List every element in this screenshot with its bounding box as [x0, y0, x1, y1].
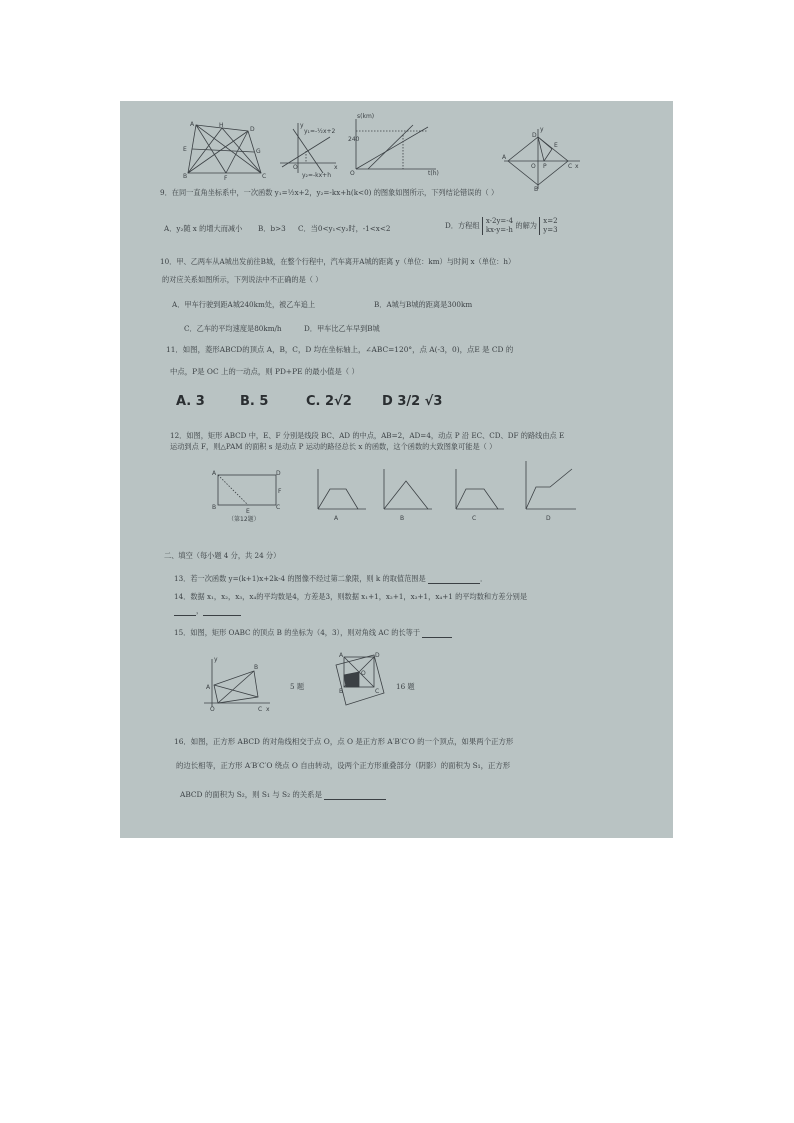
- svg-text:x: x: [266, 706, 270, 713]
- svg-text:A: A: [339, 652, 344, 659]
- q12-line2: 运动到点 F，则△PAM 的面积 s 是动点 P 运动的路径总长 x 的函数，这个函数的大致图象可能是（ ）: [170, 442, 497, 451]
- q16-answer-blank: [324, 799, 386, 800]
- svg-text:A: A: [212, 470, 217, 477]
- q16-line2: 的边长相等，正方形 A′B′C′O 绕点 O 自由转动，设两个正方形重叠部分（阴影）的面积为 S₁，正方形: [176, 761, 511, 770]
- q10-option-c: C．乙车的平均速度是80km/h: [184, 324, 282, 333]
- q11-option-b: B. 5: [240, 394, 269, 409]
- q9-option-b: B．b>3: [258, 224, 286, 233]
- q9-solution: x=2 y=3: [539, 217, 557, 235]
- svg-text:A: A: [206, 684, 211, 691]
- label-y: y: [300, 122, 304, 129]
- q10-option-b: B．A城与B城的距离是300km: [374, 300, 473, 309]
- exam-sheet: [120, 101, 673, 838]
- label-y1: y₁=-½x+2: [304, 128, 336, 135]
- label-g: G: [256, 148, 261, 155]
- svg-text:O: O: [210, 706, 215, 713]
- svg-text:B: B: [212, 504, 217, 511]
- q10-line2: 的对应关系如图所示，下列说法中不正确的是（ ）: [162, 275, 323, 284]
- q14-answer-blank-1: [174, 615, 196, 616]
- figure-q10-graph: [348, 115, 438, 175]
- label-t: t(h): [428, 170, 439, 177]
- q9-option-c: C．当0<y₁<y₂时，-1<x<2: [298, 224, 391, 233]
- figure-q11-rhombus: [502, 126, 582, 193]
- svg-text:D: D: [276, 470, 281, 477]
- figure-q12-rectangle: [212, 471, 282, 521]
- label-y: y: [540, 126, 544, 133]
- q16-line1: 16．如图，正方形 ABCD 的对角线相交于点 O，点 O 是正方形 A′B′C′O 的一个顶点，如果两个正方形: [174, 737, 514, 746]
- q12-line1: 12．如图，矩形 ABCD 中，E、F 分别是线段 BC、AD 的中点，AB=2，AD=4，动点 P 沿 EC、CD、DF 的路线由点 E: [170, 431, 565, 440]
- label-x: x: [334, 164, 338, 171]
- figure-q15-rectangle: [202, 657, 272, 715]
- label-f: F: [224, 175, 228, 182]
- svg-text:B: B: [254, 664, 259, 671]
- q11-option-c: C. 2√2: [306, 394, 352, 409]
- q15: 15．如图，矩形 OABC 的顶点 B 的坐标为（4，3），则对角线 AC 的长等于: [174, 628, 452, 638]
- label-a: A: [502, 154, 507, 161]
- label-d: D: [250, 126, 255, 133]
- label-a: A: [190, 121, 195, 128]
- label-p: P: [543, 163, 547, 170]
- svg-text:C: C: [375, 688, 380, 695]
- svg-text:B: B: [339, 688, 344, 695]
- q11-line2: 中点，P是 OC 上的一动点，则 PD+PE 的最小值是（ ）: [170, 367, 359, 376]
- q16-line3: ABCD 的面积为 S₂，则 S₁ 与 S₂ 的关系是: [180, 790, 386, 800]
- label-c: C: [262, 173, 267, 180]
- svg-text:C: C: [276, 504, 281, 511]
- svg-text:C: C: [258, 706, 263, 713]
- q14-line1: 14．数据 x₁，x₂，x₃，x₄的平均数是4，方差是3，则数据 x₁+1，x₂+1，x₃+1，x₄+1 的平均数和方差分别是: [174, 592, 528, 601]
- caption-q16: 16 题: [396, 682, 415, 691]
- q10-line1: 10．甲、乙两车从A城出发前往B城，在整个行程中，汽车离开A城的距离 y（单位：km）与时间 x（单位：h）: [160, 257, 516, 266]
- q9-stem: 9．在同一直角坐标系中，一次函数 y₁=½x+2，y₂=-kx+h(k<0) 的图象如图所示，下列结论错误的（ ）: [160, 188, 499, 197]
- label-o: O: [293, 164, 298, 171]
- label-h: H: [219, 122, 224, 129]
- svg-text:C: C: [472, 515, 477, 522]
- svg-text:D: D: [546, 515, 551, 522]
- q9-option-a: A．y₂随 x 的增大而减小: [164, 224, 243, 233]
- label-d: D: [532, 132, 537, 139]
- figure-q16-squares: [330, 649, 390, 721]
- label-e: E: [554, 142, 558, 149]
- q10-option-a: A．甲车行驶到距A城240km处，被乙车追上: [172, 300, 316, 309]
- label-b: B: [534, 186, 539, 193]
- q14-answer-blank-2: [203, 615, 241, 616]
- q11-line1: 11．如图，菱形ABCD的顶点 A，B，C，D 均在坐标轴上，∠ABC=120°，点 A(-3，0)，点E 是 CD 的: [166, 345, 514, 354]
- q12-graph-c: [450, 467, 506, 521]
- label-s: s(km): [357, 113, 375, 120]
- q12-graph-b: [378, 467, 434, 521]
- q14-line2: ，: [174, 606, 241, 616]
- q15-answer-blank: [422, 637, 452, 638]
- q10-option-d: D．甲车比乙车早到B城: [304, 324, 380, 333]
- label-x: x: [575, 163, 579, 170]
- q11-option-a: A. 3: [176, 394, 205, 409]
- label-c: C: [568, 163, 573, 170]
- svg-text:B: B: [400, 515, 405, 522]
- svg-text:O: O: [361, 670, 366, 677]
- figure-q8-trapezoid: [183, 121, 267, 182]
- label-y2: y₂=-kx+h: [302, 172, 332, 179]
- section2-title: 二、填空（每小题 4 分，共 24 分）: [164, 551, 281, 560]
- q12-graph-d: [520, 459, 580, 521]
- q13: 13．若一次函数 y=(k+1)x+2k-4 的图像不经过第二象限，则 k 的取值范围是 ．: [174, 574, 488, 583]
- svg-text:E: E: [246, 508, 250, 515]
- q9-system: x-2y=-4 kx-y=-h: [482, 217, 513, 235]
- label-e: E: [183, 146, 187, 153]
- q13-answer-blank: [428, 583, 480, 584]
- svg-text:F: F: [278, 488, 282, 495]
- label-240: 240: [348, 136, 360, 143]
- caption-q15: 5 题: [290, 682, 305, 691]
- label-b: B: [183, 173, 188, 180]
- svg-text:D: D: [375, 652, 380, 659]
- q9-option-d: D．方程组 x-2y=-4 kx-y=-h 的解为 x=2 y=3: [445, 217, 558, 234]
- label-o: O: [531, 163, 536, 170]
- svg-text:A: A: [334, 515, 339, 522]
- svg-text:y: y: [214, 656, 218, 663]
- label-o: O: [350, 170, 355, 177]
- q12-graph-a: [312, 467, 368, 521]
- q11-option-d: D 3/2 √3: [382, 394, 443, 409]
- figure-q9-lines: [278, 123, 338, 178]
- svg-text:（第12题）: （第12题）: [228, 516, 260, 523]
